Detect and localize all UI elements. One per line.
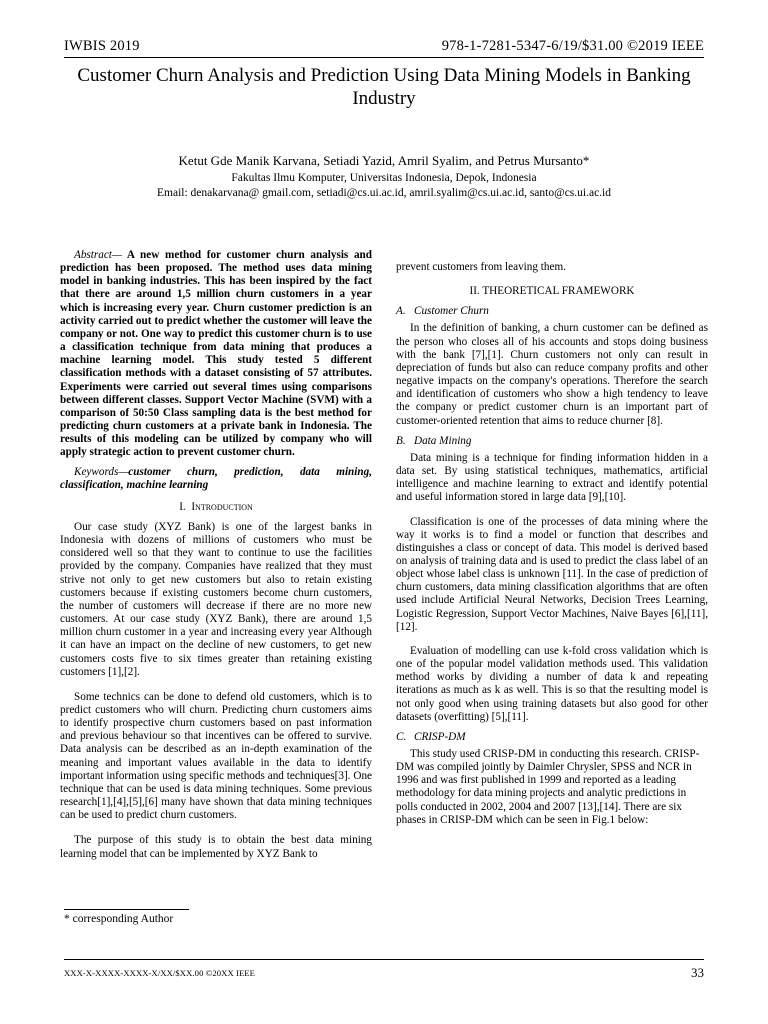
section-heading-introduction	[60, 501, 372, 514]
subsection-heading-crisp-dm	[396, 731, 708, 744]
subsection-title: Data Mining	[414, 434, 472, 447]
abstract-text: A new method for customer churn analysis and prediction has been proposed. The method uses data mining model in banking industries. This has been inspired by the fact that there are around 1,5 million churn customers in a year which is increasing every year. Churn customer prediction is an activity carried out to predict whether the customer will leave the company or not. One way to predict this customer churn is to use a classification technique from data mining that produces a machine learning model. This study tested 5 different classification methods with a dataset consisting of 57 attributes. Experiments were carried out several times using comparisons between different classes. Support Vector Machine (SVM) with a comparison of 50:50 Class sampling data is the best method for predicting churn customers at a private bank in Indonesia. The results of this modeling can be utilized by company who will apply strategic action to prevent customer churn.	[60, 249, 372, 459]
copyright-line: 978-1-7281-5347-6/19/$31.00 ©2019 IEEE	[441, 38, 704, 54]
right-column	[396, 249, 708, 827]
left-column	[60, 249, 372, 861]
subsection-number: C.	[396, 730, 407, 743]
keywords-lead: Keywords—	[74, 465, 129, 478]
section-number: I.	[179, 500, 186, 513]
intro-paragraph-1: Our case study (XYZ Bank) is one of the largest banks in Indonesia with dozens of millions of customers who must be considered well so that they want to continue to use the facilities provided by the company. Companies have realized that they must strive not only to get new customers but also to retain existing customers because if existing customers become churn customers, the number of customers will decrease if there are no more new customers. At our case study (XYZ Bank), there are around 1,5 million churn customer in a year and increasing every year Although it can have an impact on the decline of new customers, to get new customers costs five to six times greater than retaining existing customers [1],[2].	[60, 520, 372, 678]
abstract-lead: Abstract—	[74, 249, 122, 261]
intro-paragraph-2: Some technics can be done to defend old customers, which is to predict customers who will churn. Predicting churn customers aims to identify prospective churn customers based on past information and previous behaviour so that incentives can be offered to survive. Data analysis can be described as an in-depth examination of the meaning and important values available in the data to identify important information using specific methods and techniques[3]. One technique that can be used is data mining techniques. Some previous research[1],[4],[5],[6] many have shown that data mining techniques can be used to predict churn customers.	[60, 690, 372, 822]
subsection-title: Customer Churn	[414, 305, 489, 318]
data-mining-paragraph-1: Data mining is a technique for finding information hidden in a data set. By using statistical techniques, mathematics, artificial intelligence and machine learning to extract and identify potential and useful information stored in large data [9],[10].	[396, 451, 708, 504]
email-line: Email: denakarvana@ gmail.com, setiadi@cs.ui.ac.id, amril.syalim@cs.ui.ac.id, santo@cs.ui.ac.id	[157, 187, 611, 199]
footer-rule	[64, 959, 704, 960]
subsection-number: B.	[396, 434, 406, 447]
author-list: Ketut Gde Manik Karvana, Setiadi Yazid, Amril Syalim, and Petrus Mursanto*	[178, 153, 590, 168]
intro-continuation: prevent customers from leaving them.	[396, 261, 566, 273]
footnote-rule	[64, 909, 189, 910]
conference-name: IWBIS 2019	[64, 38, 140, 54]
customer-churn-paragraph: In the definition of banking, a churn customer can be defined as the person who closes all of his accounts and stops doing business with the bank [7],[1]. Churn customers not only can result in depreciation of funds but also can reduce company profits and other negative impacts on the company's operations. Therefore the search and identification of customers who show a high tendency to leave the company or predict customer churn is an important part of customer-oriented retention that aims to reduce churner [8].	[396, 322, 708, 427]
page-number: 33	[691, 965, 704, 980]
affiliation: Fakultas Ilmu Komputer, Universitas Indonesia, Depok, Indonesia	[231, 172, 537, 184]
subsection-number: A.	[396, 305, 406, 318]
crisp-dm-paragraph: This study used CRISP-DM in conducting this research. CRISP-DM was compiled jointly by Daimler Chrysler, SPSS and NCR in 1996 and was first published in 1999 and reported as a leading methodology for data mining projects and analytic predictions in polls conducted in 2002, 2004 and 2007 [13],[14]. There are six phases in CRISP-DM which can be seen in Fig.1 below:	[396, 748, 700, 826]
data-mining-paragraph-3: Evaluation of modelling can use k-fold cross validation which is one of the popular model validation methods used. This validation method works by dividing a number of data k and repeating iterations as much as k as well. This is so that the resulting model is not only good when using training datasets but also good for other datasets (overfitting) [5],[11].	[396, 644, 708, 723]
running-header	[64, 38, 704, 56]
keywords-text: customer churn, prediction, data mining, classification, machine learning	[60, 465, 372, 491]
keywords	[60, 466, 372, 492]
footnote: * corresponding Author	[64, 913, 174, 925]
section-title: Introduction	[191, 500, 253, 513]
intro-paragraph-3: The purpose of this study is to obtain the best data mining learning model that can be implemented by XYZ Bank to	[60, 834, 372, 860]
data-mining-paragraph-2: Classification is one of the processes of data mining where the way it works is to find a model or function that describes and distinguishes a class or concept of data. This model is derived based on analysis of training data and is used to predict the class label of an object whose label class is unknown [11]. In the case of prediction of churn customers, data mining classification algorithms that are often used include Artificial Neural Networks, Decision Trees Learning, Logistic Regression, Support Vector Machines, Naive Bayes [6],[11],[12].	[396, 515, 708, 633]
footer-copyright: XXX-X-XXXX-XXXX-X/XX/$XX.00 ©20XX IEEE	[64, 968, 256, 978]
section-heading-theoretical-framework: II. THEORETICAL FRAMEWORK	[469, 285, 635, 298]
subsection-heading-data-mining	[396, 435, 708, 448]
paper-title: Customer Churn Analysis and Prediction Using Data Mining Models in Banking Industry	[77, 65, 691, 109]
subsection-heading-customer-churn	[396, 305, 708, 318]
abstract	[60, 249, 372, 460]
subsection-title: CRISP-DM	[414, 730, 466, 743]
header-rule	[64, 57, 704, 58]
